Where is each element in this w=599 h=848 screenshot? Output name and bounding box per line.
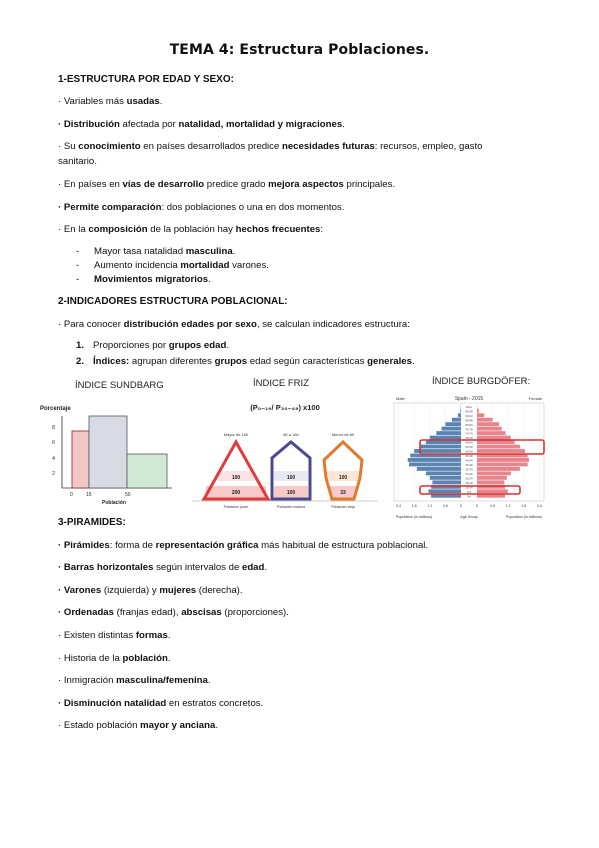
bold-text: · Permite comparación: [58, 202, 162, 213]
male-bar: [430, 436, 461, 440]
section-heading-3: 3-PIRAMIDES:: [58, 517, 126, 528]
paragraph: [58, 583, 538, 598]
paragraph: [58, 317, 538, 332]
x-tick-label: 1.8: [411, 504, 417, 508]
age-group-label: 90-94: [465, 413, 473, 418]
female-bar: [477, 422, 499, 426]
value-label: 33: [340, 490, 346, 496]
bold-text: · Varones: [58, 585, 102, 596]
text: (franjas edad),: [113, 607, 182, 618]
friz-diagram: [190, 396, 380, 516]
friz-group-old: [324, 432, 362, 509]
bold-text: mayor y anciana: [140, 720, 216, 731]
x-tick-label: 2.4: [536, 504, 542, 508]
paragraph: [58, 651, 538, 666]
x-tick-label: 1.2: [505, 504, 511, 508]
bold-text: masculina/femenina: [116, 675, 208, 686]
text: .: [226, 340, 229, 351]
friz-group-young: [204, 432, 268, 509]
x-axis-title: Población: [102, 500, 126, 506]
text: afectada por: [119, 119, 179, 130]
x-tick-label: 2.4: [396, 504, 402, 508]
text: .: [411, 356, 415, 367]
bold-text: generales: [367, 356, 412, 367]
male-bar: [429, 489, 462, 493]
x-tick-label: 0.6: [490, 504, 496, 508]
text: .: [167, 630, 171, 641]
male-bar: [442, 427, 462, 431]
age-group-label: 100+: [465, 404, 473, 409]
item-number: 1.: [76, 340, 85, 351]
paragraph: [58, 200, 538, 215]
list-item: [76, 274, 211, 285]
text: : recursos, empleo, gasto: [374, 141, 483, 152]
pyramid-title: Spain - 2015: [454, 396, 484, 402]
friz-group-mature: [272, 432, 310, 509]
female-bar: [477, 436, 511, 440]
text: : dos poblaciones o una en dos momentos.: [161, 202, 345, 213]
bar-old: [127, 454, 167, 488]
age-group-label: 0-4: [466, 494, 472, 499]
page-title: TEMA 4: Estructura Poblaciones.: [169, 42, 430, 58]
y-tick-label: 8: [52, 425, 56, 431]
paragraph: [58, 696, 538, 711]
friz-range: Menor de 60: [331, 432, 355, 437]
age-group-label: 40-44: [465, 458, 473, 463]
bold-text: composición: [88, 224, 148, 235]
text: (izquierda) y: [101, 585, 160, 596]
bold-text: Índices:: [93, 356, 130, 367]
list-item: [76, 260, 269, 271]
bold-text: necesidades futuras: [281, 141, 375, 152]
male-bar: [417, 467, 461, 471]
text: Proporciones por: [93, 340, 169, 351]
female-bar: [477, 445, 520, 449]
bold-text: · Barras horizontales: [58, 562, 154, 573]
text: .: [232, 246, 236, 257]
male-bar: [460, 409, 461, 413]
age-group-label: 5-9: [466, 489, 472, 494]
bold-text: masculina: [185, 246, 233, 257]
age-group-label: 70-74: [465, 431, 473, 436]
burgdofer-label: ÍNDICE BURGDÖFER:: [432, 376, 531, 387]
female-bar: [477, 471, 511, 475]
dash-bullet: -: [76, 260, 80, 271]
x-tick-label: 0.6: [442, 504, 448, 508]
bold-text: edad: [241, 562, 265, 573]
text: más habitual de estructura poblacional.: [258, 540, 429, 551]
x-axis-title-left: Population (in millions): [396, 515, 433, 519]
age-group-label: 95-99: [465, 409, 473, 414]
friz-range: Mayor de 160: [223, 432, 249, 437]
text: .: [207, 675, 211, 686]
female-bar: [477, 449, 525, 453]
section-heading-2: 2-INDICADORES ESTRUCTURA POBLACIONAL:: [58, 296, 288, 307]
text: .: [264, 562, 268, 573]
list-item: [76, 246, 235, 257]
paragraph: [58, 628, 538, 643]
text: · Su: [58, 141, 79, 152]
age-group-label: 25-29: [465, 472, 473, 477]
bold-text: · Disminución natalidad: [58, 698, 167, 709]
bold-text: población: [122, 653, 168, 664]
text: · Para conocer: [58, 319, 124, 330]
text: : forma de: [109, 540, 156, 551]
dash-bullet: -: [76, 274, 80, 285]
male-bar: [445, 422, 461, 426]
paragraph: [58, 560, 538, 575]
x-tick-label: 0: [476, 504, 478, 508]
paragraph: [58, 222, 538, 237]
age-group-label: 65-69: [465, 436, 473, 441]
age-labels: [465, 405, 473, 499]
text: · Existen distintas: [58, 630, 136, 641]
y-tick-label: 2: [52, 471, 56, 477]
x-ticks: [396, 504, 542, 508]
y-axis-title: Porcentaje: [40, 406, 71, 412]
x-tick-label: 15: [86, 492, 92, 498]
male-bar: [458, 413, 461, 417]
value-label: 100: [231, 475, 241, 481]
male-bar: [452, 418, 461, 422]
text: .: [159, 96, 163, 107]
paragraph: [58, 605, 538, 620]
text: (derecha).: [196, 585, 243, 596]
text: varones.: [229, 260, 269, 271]
female-bar: [477, 427, 502, 431]
male-bar: [421, 445, 461, 449]
x-axis-title-right: Population (in millions): [505, 515, 542, 519]
paragraph: [58, 117, 538, 132]
bold-text: · Distribución: [58, 119, 120, 130]
age-group-label: 50-54: [465, 449, 473, 454]
male-bar: [432, 480, 461, 484]
sundbarg-label: ÍNDICE SUNDBARG: [75, 380, 164, 391]
female-bar: [477, 476, 507, 480]
text: Aumento incidencia: [94, 260, 181, 271]
x-tick-label: 50: [125, 492, 131, 498]
text: (proporciones).: [221, 607, 289, 618]
y-tick-label: 6: [52, 440, 56, 446]
text: · Estado población: [58, 720, 141, 731]
text: .: [167, 653, 171, 664]
bar-adult: [89, 416, 127, 488]
numbered-item: [76, 340, 229, 351]
bold-text: natalidad, mortalidad y migraciones: [178, 119, 343, 130]
x-axis-title-mid: Age Group: [460, 515, 478, 519]
female-bar: [477, 458, 529, 462]
value-label: 200: [231, 490, 241, 496]
text: , se calculan indicadores estructura:: [256, 319, 410, 330]
bold-text: mujeres: [159, 585, 197, 596]
bold-text: distribución edades por sexo: [123, 319, 257, 330]
bold-text: abscisas: [181, 607, 222, 618]
y-tick-label: 4: [52, 456, 56, 462]
male-label: Male: [396, 396, 405, 401]
male-bar: [408, 458, 461, 462]
x-tick-label: 0: [460, 504, 462, 508]
paragraph: [58, 177, 538, 192]
text: · Historia de la: [58, 653, 123, 664]
female-bar: [477, 480, 504, 484]
sundbarg-chart: [38, 396, 176, 508]
bold-text: · Pirámides: [58, 540, 110, 551]
bold-text: vías de desarrollo: [122, 179, 205, 190]
age-group-label: 55-59: [465, 445, 473, 450]
paragraph: [58, 718, 538, 733]
text: · Inmigración: [58, 675, 117, 686]
text: :: [320, 224, 324, 235]
female-bar: [477, 467, 520, 471]
x-tick-label: 0: [70, 492, 73, 498]
friz-range: 60 a 160: [283, 432, 299, 437]
text: edad según características: [247, 356, 368, 367]
male-bar: [430, 476, 461, 480]
bold-text: · Ordenadas: [58, 607, 114, 618]
text: predice grado: [204, 179, 269, 190]
numbered-item: [76, 356, 415, 367]
text: · Variables más: [58, 96, 127, 107]
paragraph: [58, 673, 538, 688]
dash-bullet: -: [76, 246, 80, 257]
section-heading-1: 1-ESTRUCTURA POR EDAD Y SEXO:: [58, 74, 234, 85]
friz-label: ÍNDICE FRIZ: [253, 378, 309, 389]
age-group-label: 75-79: [465, 427, 473, 432]
text: · En la: [58, 224, 89, 235]
text: según intervalos de: [153, 562, 242, 573]
female-label: Female: [528, 396, 542, 401]
bold-text: conocimiento: [78, 141, 141, 152]
bold-text: representación gráfica: [155, 540, 259, 551]
paragraph: [58, 538, 538, 553]
bar-young: [72, 431, 89, 488]
friz-formula: (P₀₋₁₉/ P₃₀₋₄₉) x100: [250, 403, 320, 412]
shape-caption: Población vieja: [331, 505, 355, 509]
text: principales.: [343, 179, 396, 190]
burgdofer-pyramid: [390, 392, 548, 522]
male-bar: [436, 431, 461, 435]
bold-text: grupos edad: [168, 340, 227, 351]
text: en países desarrollados predice: [140, 141, 282, 152]
age-group-label: 30-34: [465, 467, 473, 472]
age-group-label: 80-84: [465, 422, 473, 427]
text: .: [342, 119, 345, 130]
value-label: 100: [286, 490, 296, 496]
female-bar: [477, 413, 484, 417]
age-group-label: 85-89: [465, 418, 473, 423]
paragraph: [58, 94, 538, 109]
male-bar: [426, 471, 461, 475]
bold-text: grupos: [214, 356, 248, 367]
bold-text: mortalidad: [180, 260, 230, 271]
female-bar: [477, 489, 508, 493]
age-group-label: 20-24: [465, 476, 473, 481]
value-label: 100: [338, 475, 348, 481]
text: Mayor tasa natalidad: [94, 246, 186, 257]
bold-text: formas: [135, 630, 168, 641]
male-bar: [414, 449, 461, 453]
text: · En países en: [58, 179, 123, 190]
shape-caption: Población madura: [276, 505, 306, 509]
text: sanitario.: [58, 156, 97, 167]
text: .: [215, 720, 219, 731]
item-number: 2.: [76, 356, 85, 367]
bold-text: mejora aspectos: [268, 179, 344, 190]
bold-text: Movimientos migratorios: [94, 274, 209, 285]
female-bar: [477, 462, 528, 466]
x-tick-label: 1.8: [521, 504, 527, 508]
text: de la población hay: [147, 224, 236, 235]
age-group-label: 45-49: [465, 454, 473, 459]
bold-text: hechos frecuentes: [235, 224, 321, 235]
male-bar: [409, 462, 461, 466]
age-group-label: 60-64: [465, 440, 473, 445]
age-group-label: 10-14: [465, 485, 473, 490]
text: agrupan diferentes: [129, 356, 215, 367]
age-group-label: 15-19: [465, 480, 473, 485]
female-bar: [477, 409, 479, 413]
text: .: [208, 274, 211, 285]
value-label: 100: [286, 475, 296, 481]
age-group-label: 35-39: [465, 463, 473, 468]
text: en estratos concretos.: [166, 698, 264, 709]
shape-caption: Población joven: [223, 505, 249, 509]
female-bar: [477, 431, 506, 435]
paragraph: [58, 139, 538, 169]
bold-text: usadas: [126, 96, 160, 107]
x-tick-label: 1.2: [427, 504, 433, 508]
female-bar: [477, 418, 493, 422]
